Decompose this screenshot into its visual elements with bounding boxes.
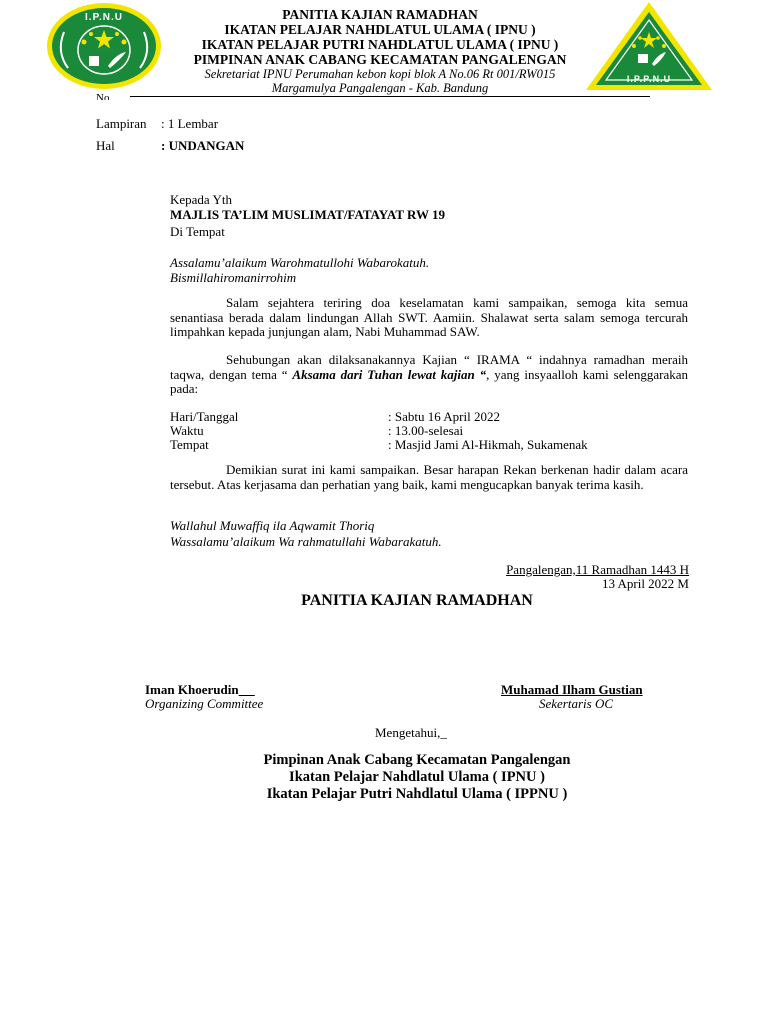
- paragraph-opening-text: Salam sejahtera teriring doa keselamatan kami sampaikan, semoga kita semua senantiasa berada dalam lindungan Allah SWT. Aamiin. Shalawat serta salam semoga tercurah limpahkan kepada junjungan alam, Nabi Muhammad SAW.: [170, 295, 688, 339]
- detail-label-date: Hari/Tanggal: [170, 409, 239, 424]
- date-hijri: Pangalengan,11 Ramadhan 1443 H: [506, 562, 689, 577]
- ippnu-logo: [584, 0, 714, 92]
- signer-left-role: Organizing Committee: [145, 696, 264, 711]
- closing-line-2: Wassalamu’alaikum Wa rahmatullahi Wabarakatuh.: [170, 534, 442, 549]
- greeting-basmalah: Bismillahiromanirrohim: [170, 270, 297, 285]
- recipient-place: Di Tempat: [170, 224, 225, 239]
- detail-value-date: : Sabtu 16 April 2022: [388, 409, 500, 424]
- header-line-2: IKATAN PELAJAR NAHDLATUL ULAMA ( IPNU ): [224, 22, 536, 37]
- date-gregorian: 13 April 2022 M: [601, 576, 689, 591]
- no-label: No: [96, 93, 110, 100]
- header-line-3: IKATAN PELAJAR PUTRI NAHDLATUL ULAMA ( IPNU ): [201, 37, 559, 52]
- paragraph-invitation: [170, 353, 688, 397]
- ipnu-logo-text: I.P.N.U: [85, 12, 123, 23]
- org-line-1: Pimpinan Anak Cabang Kecamatan Pangalengan: [263, 752, 571, 768]
- ipnu-logo: [46, 2, 162, 90]
- paragraph-invitation-text-a: Sehubungan akan dilaksanakannya Kajian “ IRAMA “ indahnya ramadhan meraih taqwa, dengan tema “: [170, 352, 688, 382]
- committee-title: PANITIA KAJIAN RAMADHAN: [301, 592, 533, 609]
- hal-label: Hal: [96, 138, 115, 153]
- paragraph-invitation-text-b: , yang insyaalloh kami selenggarakan pada:: [170, 366, 688, 396]
- signer-left-name: Iman Khoerudin: [145, 682, 239, 697]
- signer-right-role: Sekertaris OC: [539, 696, 614, 711]
- event-theme: Aksama dari Tuhan lewat kajian “: [292, 366, 487, 382]
- greeting-salam: Assalamu’alaikum Warohmatullohi Wabarokatuh.: [170, 255, 430, 270]
- paragraph-closing-text: Demikian surat ini kami sampaikan. Besar harapan Rekan berkenan hadir dalam acara tersebut. Atas kerjasama dan perhatian yang baik, kami mengucapkan banyak terima kasih.: [170, 462, 688, 492]
- recipient-name: MAJLIS TA’LIM MUSLIMAT/FATAYAT RW 19: [170, 207, 445, 222]
- paragraph-opening: [170, 296, 688, 340]
- detail-label-time: Waktu: [170, 423, 204, 438]
- header-address-1: Sekretariat IPNU Perumahan kebon kopi blok A No.06 Rt 001/RW015: [204, 67, 556, 81]
- header-line-4: PIMPINAN ANAK CABANG KECAMATAN PANGALENGAN: [193, 52, 567, 67]
- detail-label-place: Tempat: [170, 437, 209, 452]
- org-line-3: Ikatan Pelajar Putri Nahdlatul Ulama ( IPPNU ): [266, 786, 568, 802]
- mengetahui-label: Mengetahui,_: [375, 725, 447, 740]
- lampiran-value: : 1 Lembar: [161, 116, 219, 131]
- recipient-line-1: Kepada Yth: [170, 192, 232, 207]
- header-line-1: PANITIA KAJIAN RAMADHAN: [282, 7, 478, 22]
- header-divider: [130, 96, 650, 97]
- closing-line-1: Wallahul Muwaffiq ila Aqwamit Thoriq: [170, 518, 375, 533]
- lampiran-label: Lampiran: [96, 116, 147, 131]
- paragraph-closing: [170, 463, 688, 492]
- hal-value: : UNDANGAN: [161, 138, 245, 153]
- detail-value-time: : 13.00-selesai: [388, 423, 464, 438]
- org-line-2: Ikatan Pelajar Nahdlatul Ulama ( IPNU ): [289, 769, 545, 785]
- detail-value-place: : Masjid Jami Al-Hikmah, Sukamenak: [388, 437, 588, 452]
- header-address-2: Margamulya Pangalengan - Kab. Bandung: [271, 81, 489, 95]
- ippnu-logo-text: I.P.P.N.U: [626, 74, 672, 84]
- signer-right-name: Muhamad Ilham Gustian: [501, 682, 643, 697]
